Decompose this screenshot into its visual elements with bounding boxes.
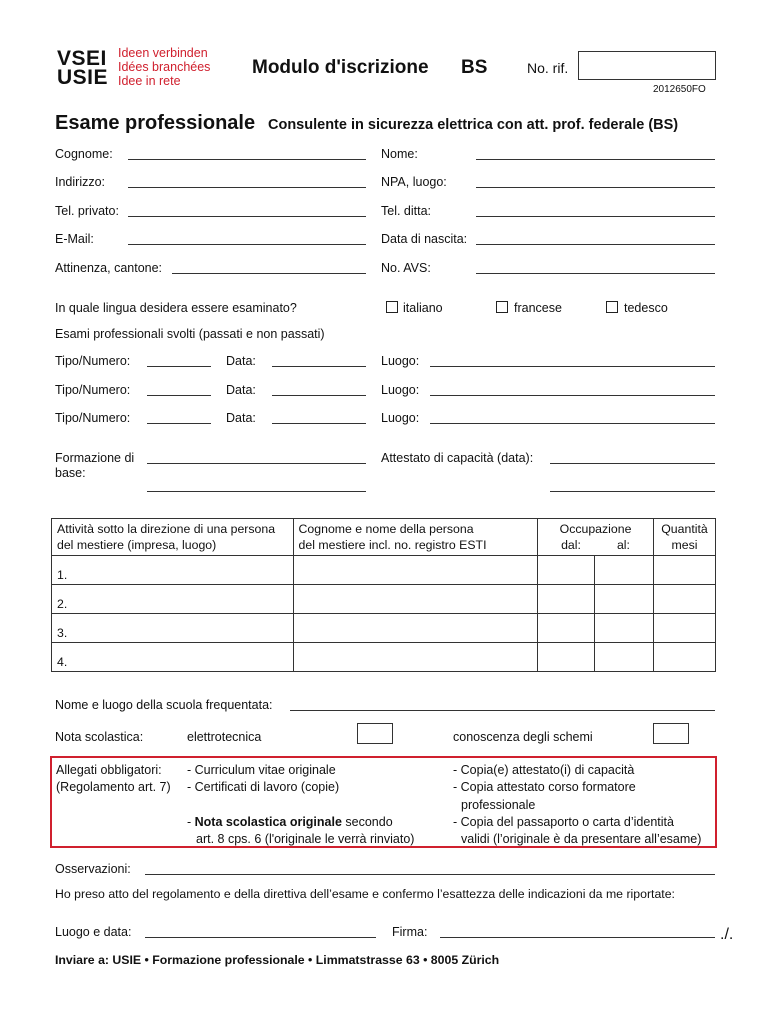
data-field-2[interactable] xyxy=(272,395,366,396)
header-persona xyxy=(293,519,538,556)
header-persona-line2: del mestiere incl. no. registro ESTI xyxy=(298,538,487,552)
row-cell-attivita[interactable] xyxy=(52,643,294,672)
row-cell-dal[interactable] xyxy=(538,556,595,585)
tipo-label-2: Tipo/Numero: xyxy=(55,383,131,397)
tel-ditta-label: Tel. ditta: xyxy=(381,204,432,218)
tipo-field-2[interactable] xyxy=(147,395,211,396)
school-label: Nome e luogo della scuola frequentata: xyxy=(55,698,273,712)
table-row xyxy=(52,643,716,672)
data-label-2: Data: xyxy=(226,383,256,397)
allegato-formatore: - Copia attestato corso formatore xyxy=(453,780,636,794)
row-cell-dal[interactable] xyxy=(538,614,595,643)
indirizzo-field[interactable] xyxy=(128,187,366,188)
header-dal: dal: xyxy=(561,538,581,552)
row-cell-persona[interactable] xyxy=(293,585,538,614)
avs-field[interactable] xyxy=(476,273,715,274)
form-title: Modulo d'iscrizione xyxy=(252,57,429,78)
row-number: 1. xyxy=(57,568,68,582)
formazione-field-2[interactable] xyxy=(147,491,366,492)
data-field-3[interactable] xyxy=(272,423,366,424)
osservazioni-label: Osservazioni: xyxy=(55,862,131,876)
activity-table xyxy=(51,518,716,672)
tipo-field-1[interactable] xyxy=(147,366,211,367)
allegato-nota-dash: - xyxy=(187,815,195,829)
row-cell-persona[interactable] xyxy=(293,556,538,585)
avs-label: No. AVS: xyxy=(381,261,431,275)
data-label-3: Data: xyxy=(226,411,256,425)
logo-vsei: VSEI xyxy=(57,47,107,70)
nota-label: Nota scolastica: xyxy=(55,730,144,744)
table-row xyxy=(52,556,716,585)
header-persona-line1: Cognome e nome della persona xyxy=(298,522,474,536)
table-row xyxy=(52,585,716,614)
tipo-label-1: Tipo/Numero: xyxy=(55,354,131,368)
formazione-field-1[interactable] xyxy=(147,463,366,464)
allegato-nota-bold: Nota scolastica originale xyxy=(194,815,342,829)
tel-privato-field[interactable] xyxy=(128,216,366,217)
tel-ditta-field[interactable] xyxy=(476,216,715,217)
table-row xyxy=(52,614,716,643)
luogo-field-3[interactable] xyxy=(430,423,715,424)
nascita-field[interactable] xyxy=(476,244,715,245)
allegato-nota-detail: art. 8 cps. 6 (l'originale le verrà rinviato) xyxy=(196,832,415,846)
firma-field[interactable] xyxy=(440,937,715,938)
ref-label: No. rif. xyxy=(527,60,569,76)
allegato-nota xyxy=(187,815,393,829)
luogo-data-label: Luogo e data: xyxy=(55,925,132,939)
continue-mark: ./. xyxy=(720,926,734,943)
row-cell-persona[interactable] xyxy=(293,614,538,643)
header-occupazione-title: Occupazione xyxy=(559,522,632,536)
row-cell-al[interactable] xyxy=(595,643,654,672)
tel-privato-label: Tel. privato: xyxy=(55,204,119,218)
luogo-data-field[interactable] xyxy=(145,937,376,938)
row-cell-attivita[interactable] xyxy=(52,585,294,614)
header-attivita-line2: del mestiere (impresa, luogo) xyxy=(57,538,217,552)
header-occupazione-sub xyxy=(543,538,648,552)
email-field[interactable] xyxy=(128,244,366,245)
confirmation-statement: Ho preso atto del regolamento e della direttiva dell’esame e confermo l’esattezza delle indicazioni da me riportate: xyxy=(55,887,675,901)
school-field[interactable] xyxy=(290,710,715,711)
allegato-passaporto: - Copia del passaporto o carta d’identità xyxy=(453,815,674,829)
row-cell-attivita[interactable] xyxy=(52,556,294,585)
row-cell-mesi[interactable] xyxy=(653,614,715,643)
elettrotecnica-label: elettrotecnica xyxy=(187,730,262,744)
checkbox-francese[interactable] xyxy=(496,301,508,313)
nome-label: Nome: xyxy=(381,147,418,161)
elettrotecnica-grade-input[interactable] xyxy=(357,723,393,744)
row-cell-persona[interactable] xyxy=(293,643,538,672)
formazione-label: Formazione di xyxy=(55,451,135,465)
row-cell-mesi[interactable] xyxy=(653,643,715,672)
data-label-1: Data: xyxy=(226,354,256,368)
allegato-certificati: - Certificati di lavoro (copie) xyxy=(187,780,340,794)
tipo-label-3: Tipo/Numero: xyxy=(55,411,131,425)
nascita-label: Data di nascita: xyxy=(381,232,468,246)
row-cell-dal[interactable] xyxy=(538,585,595,614)
allegati-regolamento: (Regolamento art. 7) xyxy=(56,780,171,794)
exams-heading: Esami professionali svolti (passati e non passati) xyxy=(55,327,325,341)
allegato-attestati: - Copia(e) attestato(i) di capacità xyxy=(453,763,635,777)
row-number: 2. xyxy=(57,597,68,611)
header-attivita-line1: Attività sotto la direzione di una persona xyxy=(57,522,276,536)
luogo-field-2[interactable] xyxy=(430,395,715,396)
row-number: 3. xyxy=(57,626,68,640)
logo-tagline-de: Ideen verbinden xyxy=(118,46,208,60)
header-al: al: xyxy=(616,538,630,552)
firma-label: Firma: xyxy=(392,925,428,939)
allegato-nota-post: secondo xyxy=(341,815,393,829)
schemi-label: conoscenza degli schemi xyxy=(453,730,593,744)
logo-tagline-fr: Idées branchées xyxy=(118,60,211,74)
cognome-field[interactable] xyxy=(128,159,366,160)
option-francese-label: francese xyxy=(514,301,562,315)
attestato-field-2[interactable] xyxy=(550,491,715,492)
data-field-1[interactable] xyxy=(272,366,366,367)
attinenza-field[interactable] xyxy=(172,273,366,274)
attinenza-label: Attinenza, cantone: xyxy=(55,261,163,275)
checkbox-tedesco[interactable] xyxy=(606,301,618,313)
row-number: 4. xyxy=(57,655,68,669)
row-cell-mesi[interactable] xyxy=(653,585,715,614)
luogo-label-3: Luogo: xyxy=(381,411,420,425)
row-cell-al[interactable] xyxy=(595,585,654,614)
row-cell-al[interactable] xyxy=(595,556,654,585)
tipo-field-3[interactable] xyxy=(147,423,211,424)
activity-table-header xyxy=(52,519,716,556)
schemi-grade-input[interactable] xyxy=(653,723,689,744)
formazione-label-2: base: xyxy=(55,466,86,480)
send-to-address: Inviare a: USIE • Formazione professionale • Limmatstrasse 63 • 8005 Zürich xyxy=(55,953,500,967)
luogo-label-2: Luogo: xyxy=(381,383,420,397)
luogo-label-1: Luogo: xyxy=(381,354,420,368)
nome-field[interactable] xyxy=(476,159,715,160)
luogo-field-1[interactable] xyxy=(430,366,715,367)
header-quantita xyxy=(653,519,715,556)
allegato-cv: - Curriculum vitae originale xyxy=(187,763,336,777)
allegato-formatore-2: professionale xyxy=(461,798,536,812)
osservazioni-field[interactable] xyxy=(145,874,715,875)
exam-title: Esame professionale xyxy=(55,112,256,134)
form-id: 2012650FO xyxy=(653,84,706,95)
header-quantita-line2: mesi xyxy=(671,538,698,552)
npa-label: NPA, luogo: xyxy=(381,175,447,189)
row-cell-dal[interactable] xyxy=(538,643,595,672)
logo-tagline-it: Idee in rete xyxy=(118,74,181,88)
checkbox-italiano[interactable] xyxy=(386,301,398,313)
exam-subtitle: Consulente in sicurezza elettrica con att. prof. federale (BS) xyxy=(268,117,679,133)
header-occupazione xyxy=(538,519,654,556)
option-italiano-label: italiano xyxy=(403,301,443,315)
ref-input[interactable] xyxy=(578,51,716,80)
attestato-label: Attestato di capacità (data): xyxy=(381,451,534,465)
email-label: E-Mail: xyxy=(55,232,94,246)
cognome-label: Cognome: xyxy=(55,147,113,161)
row-cell-mesi[interactable] xyxy=(653,556,715,585)
row-cell-attivita[interactable] xyxy=(52,614,294,643)
allegato-passaporto-2: validi (l’originale è da presentare all’esame) xyxy=(461,832,702,846)
indirizzo-label: Indirizzo: xyxy=(55,175,106,189)
row-cell-al[interactable] xyxy=(595,614,654,643)
option-tedesco-label: tedesco xyxy=(624,301,668,315)
header-quantita-line1: Quantità xyxy=(661,522,708,536)
language-question: In quale lingua desidera essere esaminato? xyxy=(55,301,297,315)
logo-usie: USIE xyxy=(57,66,109,89)
header-attivita xyxy=(52,519,294,556)
allegati-label: Allegati obbligatori: xyxy=(56,763,162,777)
form-code: BS xyxy=(461,57,488,78)
attestato-field-1[interactable] xyxy=(550,463,715,464)
npa-field[interactable] xyxy=(476,187,715,188)
